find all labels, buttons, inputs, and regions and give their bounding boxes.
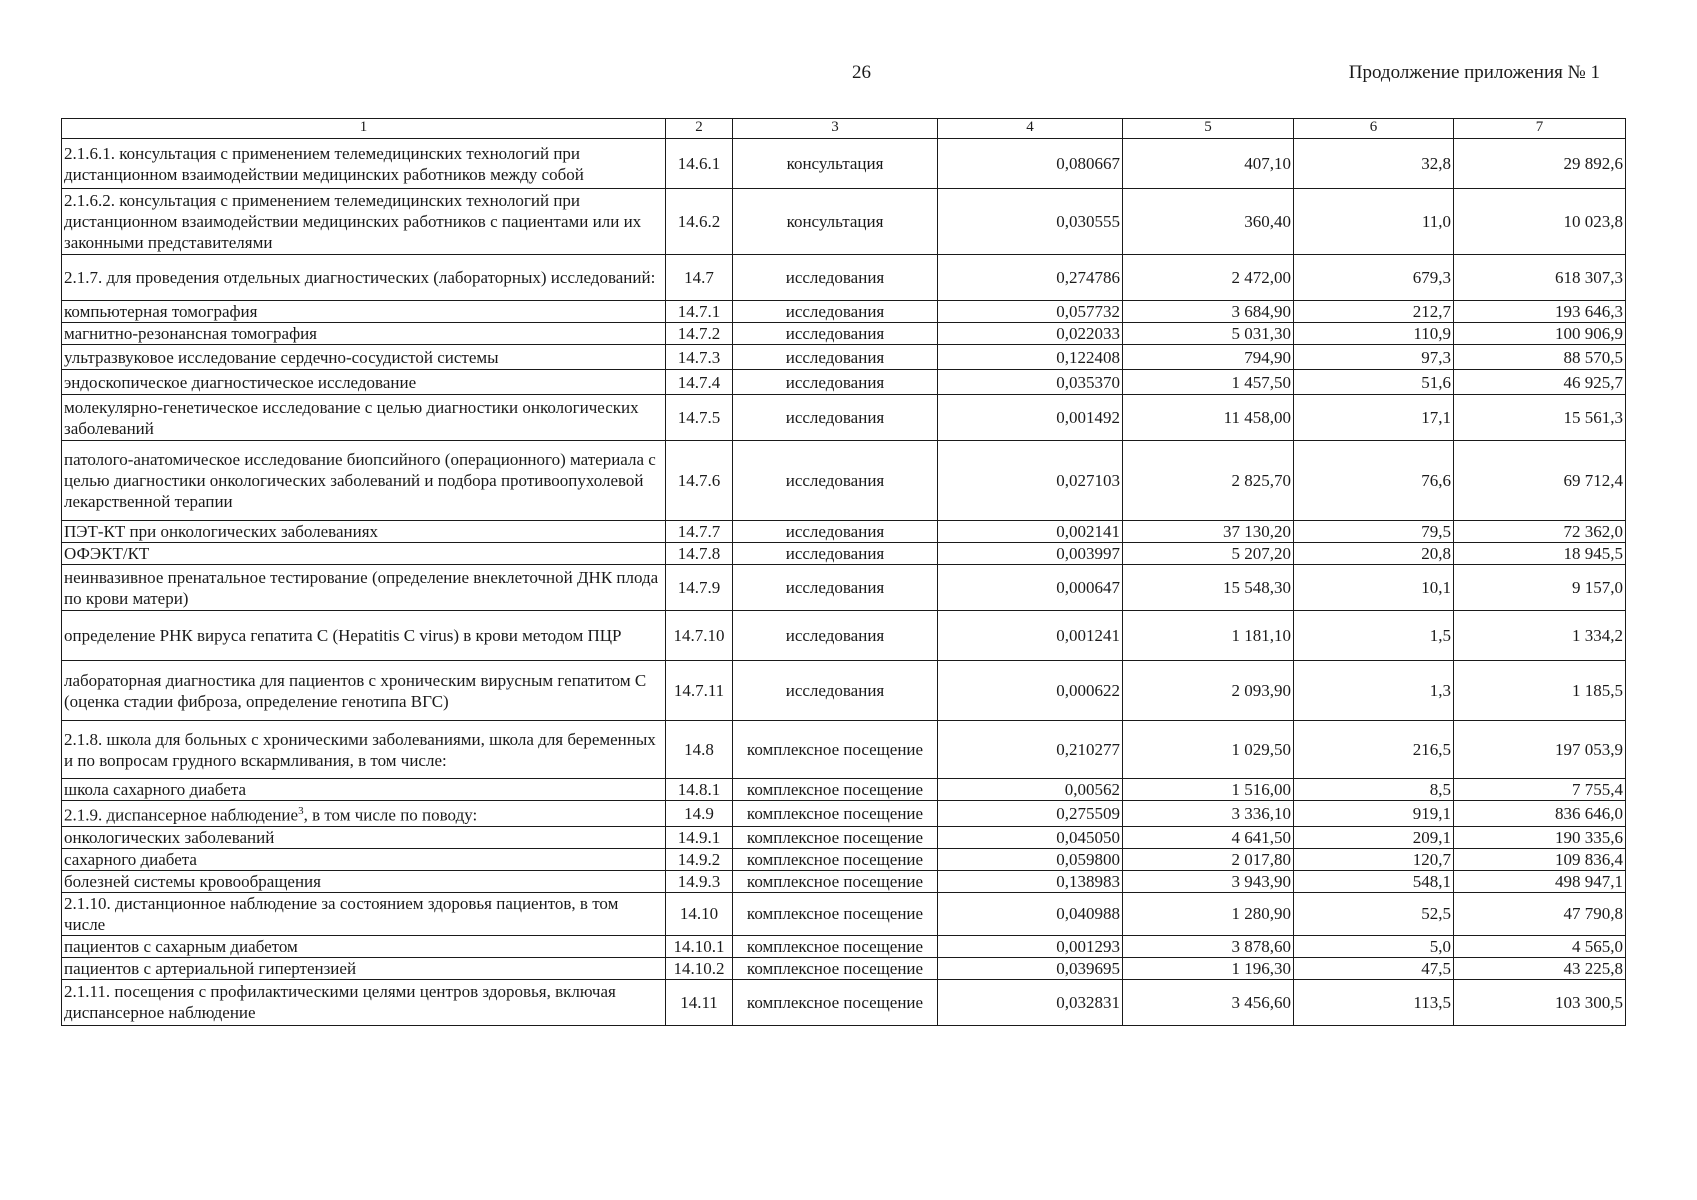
row-value-col6: 209,1: [1294, 826, 1454, 848]
row-value-col4: 0,032831: [938, 979, 1123, 1025]
row-value-col4: 0,001241: [938, 611, 1123, 661]
row-name: ультразвуковое исследование сердечно-сосудистой системы: [64, 347, 499, 367]
row-code: 14.8.1: [666, 779, 733, 801]
column-header-2: 2: [666, 119, 733, 139]
row-unit: комплексное посещение: [733, 848, 938, 870]
row-name: неинвазивное пренатальное тестирование (определение внеклеточной ДНК плода по крови матери): [64, 567, 659, 608]
table-row: [62, 543, 1626, 565]
row-value-col7: 43 225,8: [1454, 957, 1626, 979]
row-value-col7: 18 945,5: [1454, 543, 1626, 565]
row-value-col7: 46 925,7: [1454, 370, 1626, 395]
row-unit: консультация: [733, 139, 938, 189]
row-name: школа сахарного диабета: [64, 780, 247, 799]
row-name: 2.1.7. для проведения отдельных диагностических (лабораторных) исследований:: [64, 268, 656, 287]
row-value-col4: 0,001293: [938, 935, 1123, 957]
table-row: [62, 565, 1626, 611]
row-value-col7: 7 755,4: [1454, 779, 1626, 801]
row-unit: комплексное посещение: [733, 979, 938, 1025]
row-value-col6: 216,5: [1294, 721, 1454, 779]
row-code: 14.7.2: [666, 323, 733, 345]
row-value-col6: 679,3: [1294, 255, 1454, 301]
row-value-col4: 0,027103: [938, 441, 1123, 521]
row-value-col5: 2 825,70: [1123, 441, 1294, 521]
row-value-col7: 15 561,3: [1454, 395, 1626, 441]
row-value-col6: 17,1: [1294, 395, 1454, 441]
row-value-col7: 9 157,0: [1454, 565, 1626, 611]
row-value-col5: 3 684,90: [1123, 301, 1294, 323]
row-name: ПЭТ-КТ при онкологических заболеваниях: [64, 522, 379, 541]
row-name: компьютерная томография: [64, 302, 258, 321]
row-value-col6: 10,1: [1294, 565, 1454, 611]
row-value-col4: 0,030555: [938, 189, 1123, 255]
row-unit: комплексное посещение: [733, 801, 938, 827]
row-name-cell: [62, 345, 666, 370]
row-value-col6: 1,5: [1294, 611, 1454, 661]
row-value-col6: 110,9: [1294, 323, 1454, 345]
row-value-col4: 0,022033: [938, 323, 1123, 345]
row-name-cell: [62, 661, 666, 721]
row-name: 2.1.6.1. консультация с применением телемедицинских технологий при дистанционном взаимодействии медицинских работников между собой: [64, 143, 584, 184]
row-value-col6: 51,6: [1294, 370, 1454, 395]
table-row: [62, 935, 1626, 957]
row-name-cell: [62, 721, 666, 779]
table-body: [62, 119, 1626, 1026]
row-value-col6: 120,7: [1294, 848, 1454, 870]
table-row: [62, 661, 1626, 721]
row-value-col5: 2 093,90: [1123, 661, 1294, 721]
row-value-col6: 52,5: [1294, 892, 1454, 935]
table-row: [62, 611, 1626, 661]
appendix-continuation-note: Продолжение приложения № 1: [1348, 62, 1600, 83]
row-value-col7: 498 947,1: [1454, 870, 1626, 892]
row-value-col4: 0,122408: [938, 345, 1123, 370]
column-header-7: 7: [1454, 119, 1626, 139]
table-row: [62, 441, 1626, 521]
row-code: 14.10: [666, 892, 733, 935]
row-value-col4: 0,001492: [938, 395, 1123, 441]
row-code: 14.7.3: [666, 345, 733, 370]
row-name: болезней системы кровообращения: [64, 871, 321, 891]
table-row: [62, 779, 1626, 801]
row-value-col4: 0,002141: [938, 521, 1123, 543]
row-value-col6: 20,8: [1294, 543, 1454, 565]
row-name: 2.1.8. школа для больных с хроническими заболеваниями, школа для беременных и по вопросам грудного вскармливания, в том числе:: [64, 729, 656, 770]
row-value-col5: 1 029,50: [1123, 721, 1294, 779]
row-value-col5: 3 943,90: [1123, 870, 1294, 892]
row-name: пациентов с артериальной гипертензией: [64, 958, 357, 978]
table-row: [62, 870, 1626, 892]
row-name-cell: [62, 521, 666, 543]
row-name-cell: [62, 139, 666, 189]
row-name-cell: [62, 892, 666, 935]
row-unit: исследования: [733, 441, 938, 521]
row-value-col6: 47,5: [1294, 957, 1454, 979]
row-code: 14.7.5: [666, 395, 733, 441]
row-code: 14.7.4: [666, 370, 733, 395]
row-name-cell: [62, 979, 666, 1025]
row-code: 14.10.2: [666, 957, 733, 979]
tariff-table: [61, 118, 1626, 1026]
row-name-cell: [62, 301, 666, 323]
row-value-col7: 618 307,3: [1454, 255, 1626, 301]
row-name-cell: [62, 565, 666, 611]
row-unit: комплексное посещение: [733, 892, 938, 935]
row-name-cell: [62, 395, 666, 441]
row-name-cell: [62, 957, 666, 979]
row-value-col6: 1,3: [1294, 661, 1454, 721]
row-value-col5: 4 641,50: [1123, 826, 1294, 848]
row-unit: исследования: [733, 611, 938, 661]
row-unit: исследования: [733, 543, 938, 565]
row-value-col5: 11 458,00: [1123, 395, 1294, 441]
row-name-cell: [62, 441, 666, 521]
row-value-col4: 0,045050: [938, 826, 1123, 848]
row-value-col7: 4 565,0: [1454, 935, 1626, 957]
row-unit: комплексное посещение: [733, 721, 938, 779]
row-value-col5: 2 017,80: [1123, 848, 1294, 870]
row-value-col7: 197 053,9: [1454, 721, 1626, 779]
table-row: [62, 255, 1626, 301]
row-code: 14.10.1: [666, 935, 733, 957]
row-value-col6: 919,1: [1294, 801, 1454, 827]
row-name: молекулярно-генетическое исследование с целью диагностики онкологических заболеваний: [64, 397, 639, 438]
column-header-4: 4: [938, 119, 1123, 139]
row-value-col4: 0,040988: [938, 892, 1123, 935]
table-row: [62, 848, 1626, 870]
row-name: 2.1.9. диспансерное наблюдение: [64, 805, 299, 825]
row-value-col4: 0,080667: [938, 139, 1123, 189]
row-unit: исследования: [733, 323, 938, 345]
row-value-col5: 5 207,20: [1123, 543, 1294, 565]
row-value-col7: 193 646,3: [1454, 301, 1626, 323]
row-name-cell: [62, 370, 666, 395]
row-unit: исследования: [733, 661, 938, 721]
table-row: [62, 345, 1626, 370]
row-value-col5: 37 130,20: [1123, 521, 1294, 543]
row-value-col5: 15 548,30: [1123, 565, 1294, 611]
row-code: 14.6.1: [666, 139, 733, 189]
row-unit: комплексное посещение: [733, 826, 938, 848]
row-value-col7: 88 570,5: [1454, 345, 1626, 370]
table-row: [62, 370, 1626, 395]
row-code: 14.9: [666, 801, 733, 827]
row-value-col4: 0,000622: [938, 661, 1123, 721]
row-unit: исследования: [733, 565, 938, 611]
row-value-col7: 72 362,0: [1454, 521, 1626, 543]
row-value-col7: 100 906,9: [1454, 323, 1626, 345]
row-value-col5: 3 336,10: [1123, 801, 1294, 827]
row-name: сахарного диабета: [64, 849, 197, 869]
row-value-col6: 97,3: [1294, 345, 1454, 370]
row-value-col6: 212,7: [1294, 301, 1454, 323]
table-row: [62, 395, 1626, 441]
table-row: [62, 892, 1626, 935]
table-row: [62, 979, 1626, 1025]
row-value-col6: 11,0: [1294, 189, 1454, 255]
row-value-col5: 5 031,30: [1123, 323, 1294, 345]
row-value-col4: 0,000647: [938, 565, 1123, 611]
row-name-cell: [62, 611, 666, 661]
row-value-col5: 794,90: [1123, 345, 1294, 370]
row-unit: исследования: [733, 395, 938, 441]
row-name: магнитно-резонансная томография: [64, 324, 317, 343]
row-value-col7: 103 300,5: [1454, 979, 1626, 1025]
row-unit: комплексное посещение: [733, 957, 938, 979]
row-name: ОФЭКТ/КТ: [64, 544, 150, 563]
column-header-5: 5: [1123, 119, 1294, 139]
row-value-col4: 0,00562: [938, 779, 1123, 801]
row-value-col4: 0,039695: [938, 957, 1123, 979]
row-code: 14.8: [666, 721, 733, 779]
row-value-col4: 0,003997: [938, 543, 1123, 565]
row-value-col5: 1 516,00: [1123, 779, 1294, 801]
row-name: эндоскопическое диагностическое исследование: [64, 372, 417, 392]
row-value-col4: 0,057732: [938, 301, 1123, 323]
table-row: [62, 801, 1626, 827]
row-name: определение РНК вируса гепатита С (Hepatitis C virus) в крови методом ПЦР: [64, 626, 622, 645]
row-value-col6: 32,8: [1294, 139, 1454, 189]
row-code: 14.7.8: [666, 543, 733, 565]
row-unit: комплексное посещение: [733, 935, 938, 957]
row-value-col7: 10 023,8: [1454, 189, 1626, 255]
row-value-col5: 1 181,10: [1123, 611, 1294, 661]
row-name-cell: [62, 935, 666, 957]
row-code: 14.7.7: [666, 521, 733, 543]
row-code: 14.9.1: [666, 826, 733, 848]
row-name-tail: , в том числе по поводу:: [303, 805, 478, 825]
row-unit: исследования: [733, 345, 938, 370]
row-name-cell: [62, 189, 666, 255]
row-unit: комплексное посещение: [733, 870, 938, 892]
row-name: онкологических заболеваний: [64, 827, 275, 847]
row-value-col6: 5,0: [1294, 935, 1454, 957]
table-row: [62, 301, 1626, 323]
row-unit: исследования: [733, 301, 938, 323]
row-value-col5: 407,10: [1123, 139, 1294, 189]
row-name-cell: [62, 779, 666, 801]
footnote-marker: 3: [298, 805, 304, 817]
row-name-cell: [62, 826, 666, 848]
row-name: 2.1.6.2. консультация с применением телемедицинских технологий при дистанционном взаимодействии медицинских работников с пациентами или их законными представителями: [64, 191, 642, 252]
row-code: 14.7.6: [666, 441, 733, 521]
row-code: 14.11: [666, 979, 733, 1025]
row-value-col5: 360,40: [1123, 189, 1294, 255]
row-value-col4: 0,035370: [938, 370, 1123, 395]
row-name: патолого-анатомическое исследование биопсийного (операционного) материала с целью диагностики онкологических заболеваний и подбора противоопухолевой лекарственной терапии: [64, 450, 656, 511]
row-name: лабораторная диагностика для пациентов с хроническим вирусным гепатитом С (оценка стадии фиброза, определение генотипа ВГС): [64, 670, 647, 711]
row-name: 2.1.10. дистанционное наблюдение за состоянием здоровья пациентов, в том числе: [64, 893, 619, 934]
row-value-col4: 0,138983: [938, 870, 1123, 892]
row-unit: консультация: [733, 189, 938, 255]
row-name-cell: [62, 323, 666, 345]
row-code: 14.9.2: [666, 848, 733, 870]
row-value-col6: 113,5: [1294, 979, 1454, 1025]
row-unit: исследования: [733, 255, 938, 301]
table-header-row: [62, 119, 1626, 139]
row-value-col6: 548,1: [1294, 870, 1454, 892]
column-header-1: 1: [62, 119, 666, 139]
table-row: [62, 139, 1626, 189]
row-name: 2.1.11. посещения с профилактическими целями центров здоровья, включая диспансерное наблюдение: [64, 982, 616, 1023]
row-name: пациентов с сахарным диабетом: [64, 936, 298, 956]
row-unit: комплексное посещение: [733, 779, 938, 801]
row-unit: исследования: [733, 521, 938, 543]
row-name-cell: [62, 870, 666, 892]
row-value-col6: 8,5: [1294, 779, 1454, 801]
row-code: 14.7.9: [666, 565, 733, 611]
row-value-col5: 1 457,50: [1123, 370, 1294, 395]
row-code: 14.7.10: [666, 611, 733, 661]
table-row: [62, 521, 1626, 543]
row-value-col4: 0,274786: [938, 255, 1123, 301]
row-code: 14.7.11: [666, 661, 733, 721]
column-header-6: 6: [1294, 119, 1454, 139]
row-value-col6: 76,6: [1294, 441, 1454, 521]
table-row: [62, 721, 1626, 779]
table-row: [62, 189, 1626, 255]
row-value-col4: 0,275509: [938, 801, 1123, 827]
page-number: 26: [852, 62, 871, 83]
row-value-col7: 29 892,6: [1454, 139, 1626, 189]
row-value-col7: 190 335,6: [1454, 826, 1626, 848]
row-value-col6: 79,5: [1294, 521, 1454, 543]
row-name-cell: [62, 801, 666, 827]
row-value-col5: 3 878,60: [1123, 935, 1294, 957]
row-value-col4: 0,059800: [938, 848, 1123, 870]
row-value-col5: 2 472,00: [1123, 255, 1294, 301]
table-row: [62, 323, 1626, 345]
row-value-col4: 0,210277: [938, 721, 1123, 779]
row-unit: исследования: [733, 370, 938, 395]
row-value-col7: 109 836,4: [1454, 848, 1626, 870]
row-value-col5: 1 196,30: [1123, 957, 1294, 979]
row-value-col7: 69 712,4: [1454, 441, 1626, 521]
row-name-cell: [62, 848, 666, 870]
row-code: 14.7: [666, 255, 733, 301]
row-value-col5: 3 456,60: [1123, 979, 1294, 1025]
row-value-col7: 1 185,5: [1454, 661, 1626, 721]
table-row: [62, 957, 1626, 979]
row-code: 14.7.1: [666, 301, 733, 323]
row-value-col5: 1 280,90: [1123, 892, 1294, 935]
row-name-cell: [62, 543, 666, 565]
row-code: 14.9.3: [666, 870, 733, 892]
row-name-cell: [62, 255, 666, 301]
table-row: [62, 826, 1626, 848]
row-value-col7: 836 646,0: [1454, 801, 1626, 827]
row-value-col7: 1 334,2: [1454, 611, 1626, 661]
row-code: 14.6.2: [666, 189, 733, 255]
row-value-col7: 47 790,8: [1454, 892, 1626, 935]
column-header-3: 3: [733, 119, 938, 139]
